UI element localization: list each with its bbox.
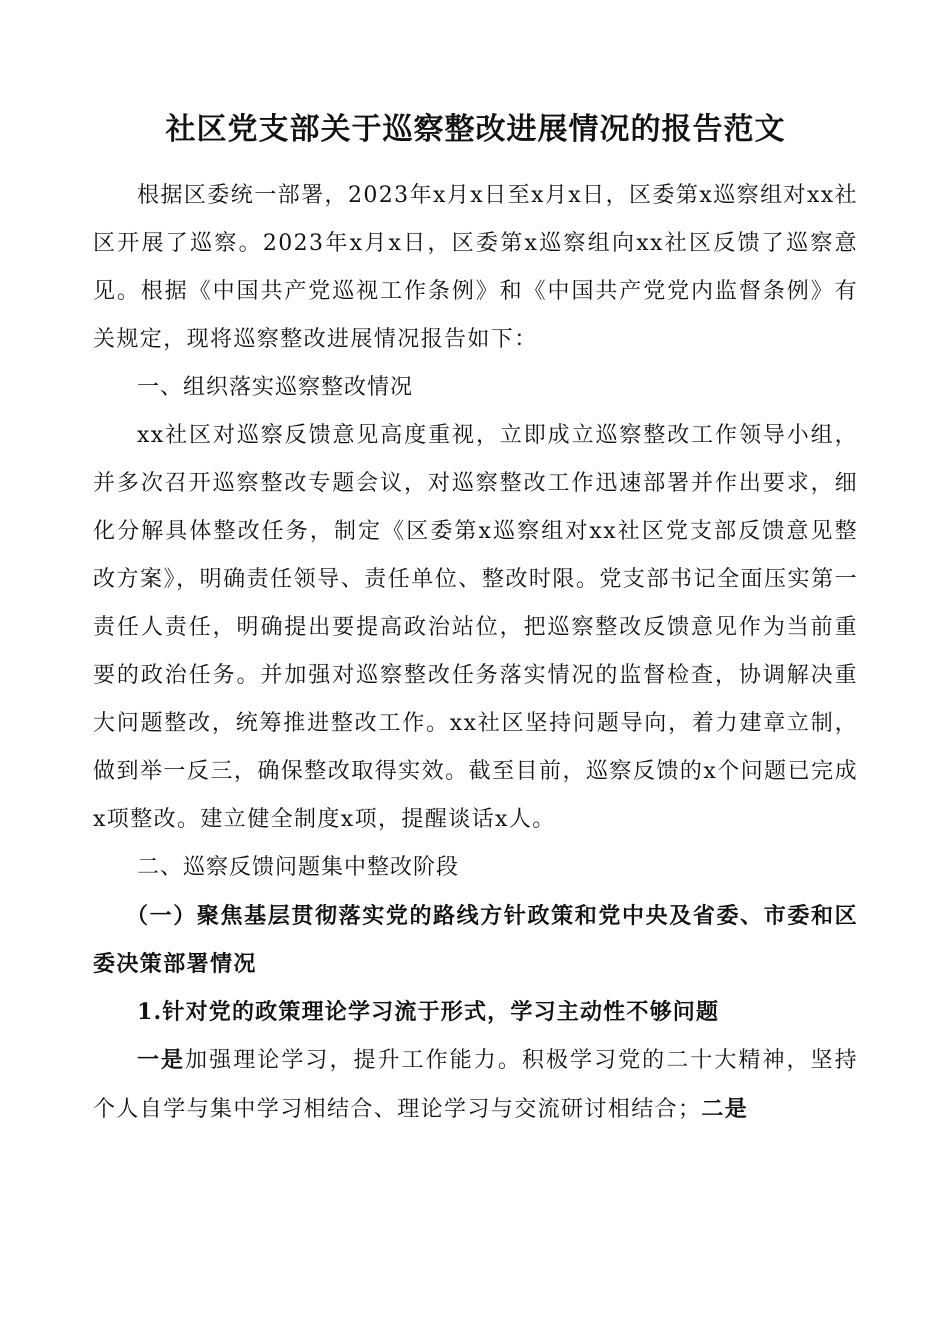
item-1-lead: 一是 [137,1047,186,1073]
subsection-1-heading: （一）聚焦基层贯彻落实党的路线方针政策和党中央及省委、市委和区委决策部署情况 [93,903,858,977]
section-1-heading: 一、组织落实巡察整改情况 [137,375,414,400]
item-1-lead-2: 二是 [701,1096,749,1122]
section-2-heading: 二、巡察反馈问题集中整改阶段 [137,855,460,880]
item-1-heading: 1.针对党的政策理论学习流于形式，学习主动性不够问题 [137,999,720,1025]
item-1-paragraph [93,1036,858,1134]
document-title: 社区党支部关于巡察整改进展情况的报告范文 [165,112,786,147]
item-1-text: 加强理论学习，提升工作能力。积极学习党的二十大精神，坚持个人自学与集中学习相结合、理论学习与交流研讨相结合； [93,1048,859,1122]
section-1-body: xx社区对巡察反馈意见高度重视，立即成立巡察整改工作领导小组，并多次召开巡察整改专题会议，对巡察整改工作迅速部署并作出要求，细化分解具体整改任务，制定《区委第x巡察组对xx社区党支部反馈意见整改方案》，明确责任领导、责任单位、整改时限。党支部书记全面压实第一责任人责任，明确提出要提高政治站位，把巡察整改反馈意见作为当前重要的政治任务。并加强对巡察整改任务落实情况的监督检查，协调解决重大问题整改，统筹推进整改工作。xx社区坚持问题导向，着力建章立制，做到举一反三，确保整改取得实效。截至目前，巡察反馈的x个问题已完成x项整改。建立健全制度x项，提醒谈话x人。 [93,423,858,832]
intro-paragraph: 根据区委统一部署，2023年x月x日至x月x日，区委第x巡察组对xx社区开展了巡察。2023年x月x日，区委第x巡察组向xx社区反馈了巡察意见。根据《中国共产党巡视工作条例》和《中国共产党党内监督条例》有关规定，现将巡察整改进展情况报告如下： [93,183,858,352]
